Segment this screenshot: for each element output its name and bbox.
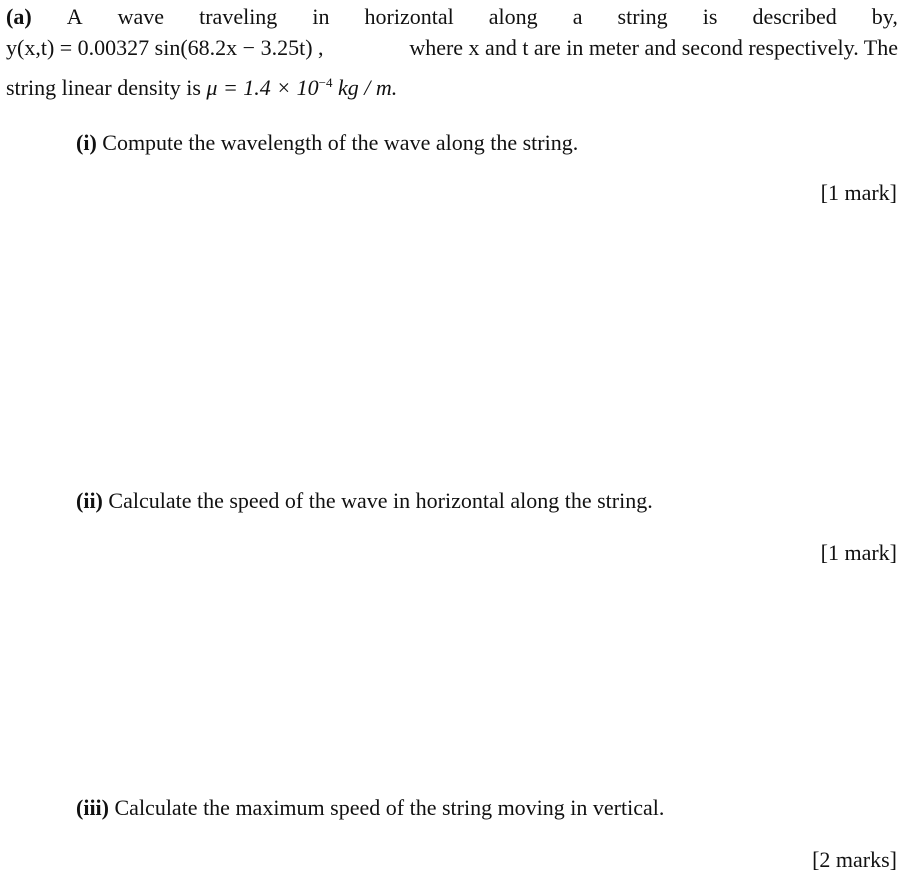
intro-word: horizontal [364, 4, 454, 29]
question-text: Calculate the maximum speed of the string moving in vertical. [114, 795, 665, 820]
intro-word: A [66, 4, 83, 29]
question-ii [76, 488, 653, 514]
density-unit: kg / m. [338, 75, 398, 100]
question-text: Compute the wavelength of the wave along the string. [102, 130, 579, 155]
density-expression: μ = 1.4 × 10 [206, 75, 319, 100]
question-number: (ii) [76, 488, 103, 513]
question-i [76, 130, 578, 156]
question-iii [76, 795, 664, 821]
density-exponent: −4 [318, 75, 333, 90]
intro-word: is [702, 4, 718, 29]
wave-equation: y(x,t) = 0.00327 sin(68.2x − 3.25t) , [6, 35, 324, 60]
density-prefix: string linear density is [6, 75, 201, 100]
question-ii-marks: [1 mark] [820, 540, 897, 565]
intro-word: in [312, 4, 330, 29]
intro-word: traveling [199, 4, 278, 29]
intro-line-2 [6, 35, 898, 61]
intro-word: described [752, 4, 837, 29]
part-label: (a) [6, 4, 32, 29]
question-text: Calculate the speed of the wave in horizontal along the string. [108, 488, 653, 513]
intro-word: by, [871, 4, 898, 29]
intro-word: along [488, 4, 538, 29]
intro-word: string [617, 4, 668, 29]
intro-line-2-text: where x and t are in meter and second respectively. The [409, 35, 898, 60]
intro-word: wave [117, 4, 165, 29]
question-iii-marks: [2 marks] [812, 847, 897, 872]
question-number: (iii) [76, 795, 109, 820]
question-i-marks: [1 mark] [820, 180, 897, 205]
intro-line-1 [6, 4, 898, 30]
intro-word: a [572, 4, 583, 29]
intro-line-3 [6, 75, 397, 101]
question-number: (i) [76, 130, 97, 155]
